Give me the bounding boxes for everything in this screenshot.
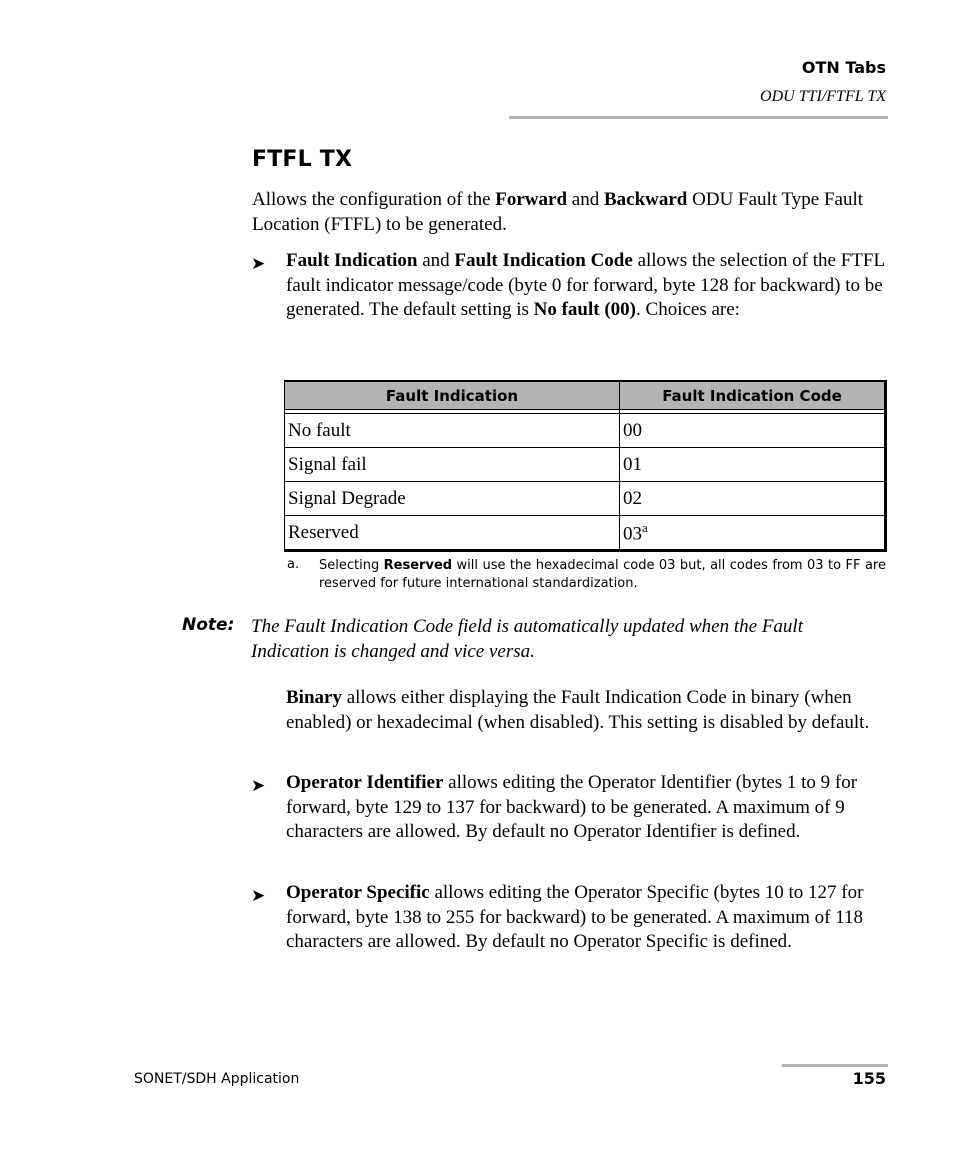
table-cell-indication: Signal fail bbox=[285, 448, 620, 482]
table-row bbox=[285, 482, 886, 516]
table-cell-indication: No fault bbox=[285, 414, 620, 448]
table-row bbox=[285, 414, 886, 448]
header-title: OTN Tabs bbox=[801, 58, 886, 77]
table-cell-code: 01 bbox=[620, 448, 886, 482]
fault-indication-table bbox=[284, 380, 887, 552]
header-rule bbox=[509, 116, 888, 119]
table-cell-code: 02 bbox=[620, 482, 886, 516]
bullet-fault-indication: Fault Indication and Fault Indication Code allows the selection of the FTFL fault indicator message/code (byte 0 for forward, byte 128 for backward) to be generated. The default setting is No fault (00). Choices are: bbox=[286, 250, 885, 320]
page-number: 155 bbox=[852, 1069, 886, 1088]
table-row bbox=[285, 448, 886, 482]
table-header-fault-indication: Fault Indication bbox=[285, 381, 620, 410]
footnote-text: Selecting Reserved will use the hexadecimal code 03 but, all codes from 03 to FF are reserved for future international standardization. bbox=[319, 558, 886, 591]
table-cell-indication: Reserved bbox=[285, 516, 620, 551]
section-heading: FTFL TX bbox=[252, 147, 353, 172]
header-subtitle: ODU TTI/FTFL TX bbox=[760, 88, 886, 105]
note-label: Note: bbox=[182, 615, 235, 635]
table-cell-indication: Signal Degrade bbox=[285, 482, 620, 516]
footnote-letter: a. bbox=[287, 557, 300, 572]
bullet-operator-identifier: Operator Identifier allows editing the Operator Identifier (bytes 1 to 9 for forward, byte 129 to 137 for backward) to be generated. A maximum of 9 characters are allowed. By default no Operator Identifier is defined. bbox=[286, 772, 858, 842]
table-header-fault-indication-code: Fault Indication Code bbox=[620, 381, 886, 410]
table-cell-code: 00 bbox=[620, 414, 886, 448]
note-text: The Fault Indication Code field is automatically updated when the Fault Indication is changed and vice versa. bbox=[251, 616, 803, 662]
intro-paragraph: Allows the configuration of the Forward and Backward ODU Fault Type Fault Location (FTFL) to be generated. bbox=[252, 189, 864, 235]
bullet-arrow-icon: ➤ bbox=[251, 776, 266, 795]
table-row bbox=[285, 516, 886, 551]
bullet-arrow-icon: ➤ bbox=[251, 886, 266, 905]
footer-doc-title: SONET/SDH Application bbox=[134, 1071, 300, 1087]
footer-rule bbox=[782, 1064, 888, 1067]
table-header-row bbox=[285, 381, 886, 410]
binary-paragraph: Binary allows either displaying the Fault Indication Code in binary (when enabled) or hexadecimal (when disabled). This setting is disabled by default. bbox=[286, 687, 870, 733]
bullet-operator-specific: Operator Specific allows editing the Operator Specific (bytes 10 to 127 for forward, byte 138 to 255 for backward) to be generated. A maximum of 118 characters are allowed. By default no Operator Specific is defined. bbox=[286, 882, 864, 952]
footnote-ref: a bbox=[642, 519, 648, 535]
bullet-arrow-icon: ➤ bbox=[251, 254, 266, 273]
table-cell-code: 03$^a$ bbox=[620, 516, 886, 551]
